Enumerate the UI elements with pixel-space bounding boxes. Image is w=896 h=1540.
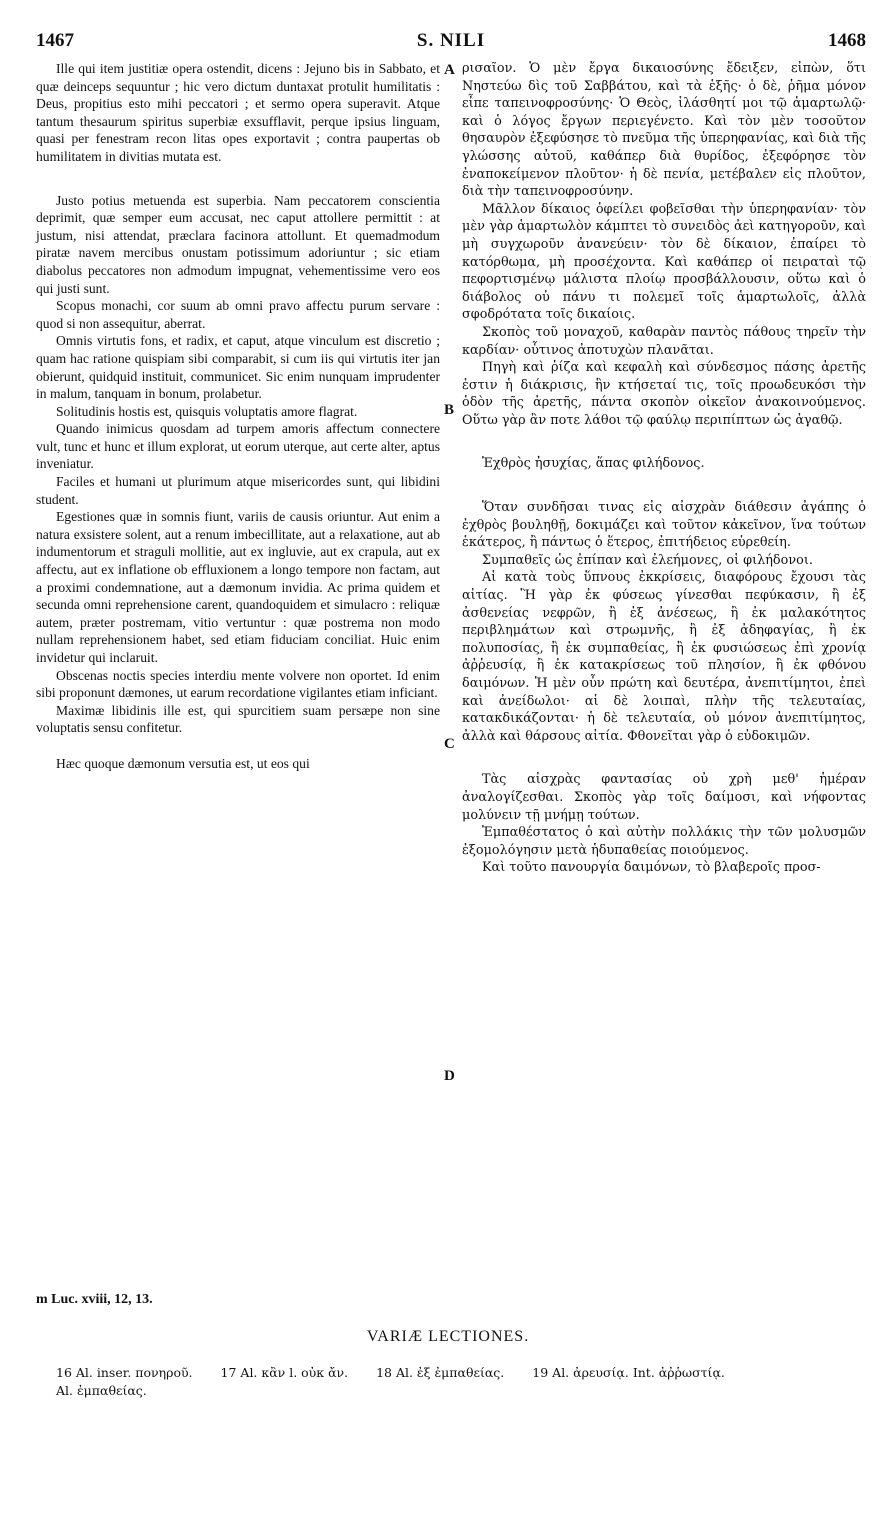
variant-reading: 19 Al. ἀρευσίᾳ. Int. ἀῤῥωστίᾳ. bbox=[532, 1365, 725, 1380]
greek-paragraph: Σκοπὸς τοῦ μοναχοῦ, καθαρὰν παντὸς πάθους τηρεῖν τὴν καρδίαν· οὗτινος ἀποτυχὼν πλανᾶται. bbox=[462, 324, 866, 358]
page-header bbox=[36, 30, 866, 56]
greek-paragraph: Συμπαθεῖς ὡς ἐπίπαν καὶ ἐλεήμονες, οἱ φιλήδονοι. bbox=[482, 552, 813, 568]
margin-letter-a: A bbox=[444, 62, 455, 78]
greek-column bbox=[462, 60, 866, 877]
latin-paragraph: Obscenas noctis species interdiu mente volvere non oportet. Id enim sibi proponunt dæmones, ut earum recordatione vigilantes etiam inficiant. bbox=[36, 667, 440, 701]
latin-column bbox=[36, 60, 440, 773]
greek-paragraph: Ὅταν συνδῆσαι τινας εἰς αἰσχρὰν διάθεσιν ἀγάπης ὁ ἐχθρὸς βουληθῇ, δοκιμάζει καὶ τοῦτον κἀκεῖνον, ἵνα τούτων ἑκάτερος, ἢ πάντως ὁ ἕτερος, ἐπιτήδειος εὑρεθείη. bbox=[462, 500, 866, 551]
greek-paragraph: Τὰς αἰσχρὰς φαντασίας οὐ χρὴ μεθ' ἡμέραν ἀναλογίζεσθαι. Σκοπὸς γὰρ τοῖς δαίμοσι, καὶ νήφοντας μολύνειν τῇ μνήμῃ τούτων. bbox=[462, 772, 866, 823]
margin-letter-b: B bbox=[444, 402, 455, 418]
latin-paragraph: Quando inimicus quosdam ad turpem amoris affectum connectere vult, tunc et hunc et illum explorat, ut eorum uterque, aut certe alter, aptus inveniatur. bbox=[36, 421, 440, 472]
latin-paragraph: Faciles et humani ut plurimum atque misericordes sunt, qui libidini student. bbox=[36, 474, 440, 507]
footnote: m Luc. xviii, 12, 13. bbox=[36, 1292, 153, 1307]
greek-paragraph: Ἐχθρὸς ἡσυχίας, ἅπας φιλήδονος. bbox=[482, 456, 705, 472]
variant-reading: 16 Al. inser. πονηροῦ. bbox=[56, 1365, 193, 1380]
variant-reading: 17 Al. κἂν l. οὐκ ἄν. bbox=[220, 1365, 349, 1380]
right-page-number: 1468 bbox=[828, 30, 866, 51]
latin-paragraph: Scopus monachi, cor suum ab omni pravo affectu purum servare : quod si non assequitur, aberrat. bbox=[36, 298, 440, 331]
greek-paragraph: Ἐμπαθέστατος ὁ καὶ αὐτὴν πολλάκις τὴν τῶν μολυσμῶν ἐξομολόγησιν μετὰ ἡδυπαθείας ποιούμενος. bbox=[462, 825, 866, 858]
latin-paragraph: Hæc quoque dæmonum versutia est, ut eos qui bbox=[56, 755, 310, 771]
left-page-number: 1467 bbox=[36, 30, 74, 51]
latin-paragraph: Solitudinis hostis est, quisquis voluptatis amore flagrat. bbox=[56, 403, 358, 419]
latin-paragraph: Maximæ libidinis ille est, qui spurcitiem suam persæpe non sine voluptatis sensu confitetur. bbox=[36, 702, 440, 736]
greek-paragraph: Πηγὴ καὶ ῥίζα καὶ κεφαλὴ καὶ σύνδεσμος πάσης ἀρετῆς ἐστιν ἡ διάκρισις, ἣν κτήσεταί τις, τοῖς προωδευκόσι τὴν ὁδὸν τῆς ἀρετῆς, πάντα σκοπὸν οἰκεῖον ἀνακοινούμενος. Οὕτω γὰρ ἂν ποτε λάθοι τῷ φαύλῳ περιπίπτων ὡς ἀγαθῷ. bbox=[462, 360, 866, 428]
variae-lectiones-title: VARIÆ LECTIONES. bbox=[366, 1328, 530, 1345]
greek-paragraph: ρισαῖον. Ὁ μὲν ἔργα δικαιοσύνης ἔδειξεν, εἰπὼν, ὅτι Νηστεύω δὶς τοῦ Σαββάτου, καὶ τὰ ἑξῆς· ὁ δὲ, ῥῆμα μόνον εἶπε ταπεινοφροσύνης· Ὁ Θεὸς, ἱλάσθητί μοι τῷ ἁμαρτωλῷ· καὶ ὁ λόγος ἔργων περιεγένετο. Καὶ τὸν μὲν τοσοῦτον θησαυρὸν ἐξεφύσησε τὸ πνεῦμα τῆς ὑπερηφανίας, καὶ διὰ τῆς γλώσσης αὐτοῦ, καθάπερ διὰ θυρίδος, ἐξεφόρησε τὸν ἐναποκείμενον πλοῦτον· ἡ δὲ πενία, μετέβαλεν εἰς πλοῦτον, διὰ τὴν ταπεινοφροσύνην. bbox=[462, 61, 866, 200]
variant-reading: Al. ἐμπαθείας. bbox=[56, 1383, 147, 1398]
latin-paragraph: Justo potius metuenda est superbia. Nam peccatorem conscientia deprimit, quæ semper eum accusat, nec caput attollere permittit : at justum, nisi attendat, præclara facinora attollunt. Et quemadmodum piratæ navem mercibus onustam potissimum adoriuntur ; sic etiam diabolus peccatores non admodum impugnat, vehementissime vero eos qui justi sunt. bbox=[36, 192, 440, 296]
latin-paragraph: Egestiones quæ in somnis fiunt, variis de causis oriuntur. Aut enim a natura exsistere solent, aut a renum imbecillitate, aut a relaxatione, aut ab indumentorum et straguli mollitie, aut ex ingluvie, aut ex crapula, aut ex affectu, aut ex inflatione ob effluxionem a longo tempore non factam, aut a proximi condemnatione, aut a dæmonum invidia. Ac prima quidem et secunda omni reprehensione carent, quandoquidem et simulacro : reliquæ autem, præter postremam, vitio vertuntur : quæ postrema non modo nullam reprehensionem habet, sed etiam fiduciam conciliat. Huic enim invidetur qui inclaruit. bbox=[36, 509, 440, 665]
latin-paragraph: Ille qui item justitiæ opera ostendit, dicens : Jejuno bis in Sabbato, et quæ deinceps sequuntur ; hic vero dictum duntaxat protulit humilitatis : Deus, propitius esto mihi peccatori ; et sermo opera superavit. Atque tantum thesaurum spiritus superbiæ exsufflavit, perque ipsius linguam, quasi per fenestram recon litas opes exportavit ; contra paupertas ob humilitatem in divitias mutata est. bbox=[36, 61, 440, 164]
margin-letter-d: D bbox=[444, 1068, 455, 1084]
greek-paragraph: Αἱ κατὰ τοὺς ὕπνους ἐκκρίσεις, διαφόρους ἔχουσι τὰς αἰτίας. Ἢ γὰρ ἐκ φύσεως γίνεσθαι πεφύκασιν, ἢ ἐξ ἀσθενείας νεφρῶν, ἢ ἐξ ἀνέσεως, ἢ ἐκ μαλακότητος περιβλημάτων καὶ στρωμνῆς, ἢ ἐξ ἀδηφαγίας, ἢ ἐκ πολυποσίας, ἢ ἐκ συμπαθείας, ἢ ἐκ φυσιώσεως ἐπὶ χρονίᾳ ἀῤῥευσίᾳ, ἢ ἐκ κατακρίσεως τοῦ πλησίον, ἢ ἐκ φθόνου δαιμόνων. Ἡ μὲν οὖν πρώτη καὶ δευτέρα, ἀνεπιτίμητοι, ἐπεὶ καὶ ἀνείδωλοι· αἱ δὲ λοιπαὶ, πλὴν τῆς τελευταίας, κατακδικάζονται· ἡ δὲ τελευταία, οὐ μόνον ἀνεπιτίμητος, ἀλλὰ καὶ θάρσους αἰτία. Φθονεῖται γὰρ ὁ εὐδοκιμῶν. bbox=[462, 570, 866, 744]
variant-reading: 18 Al. ἐξ ἐμπαθείας. bbox=[376, 1365, 505, 1380]
margin-letter-c: C bbox=[444, 736, 455, 752]
greek-paragraph: Μᾶλλον δίκαιος ὀφείλει φοβεῖσθαι τὴν ὑπερηφανίαν· τὸν μὲν γὰρ ἁμαρτωλὸν κάμπτει τὸ συνειδὸς ἀεὶ κατηγοροῦν, καὶ μὴ συγχωροῦν ἀνανεύειν· τὸν δὲ δίκαιον, ἐπαίρει τὸ κατόρθωμα, μὴ προσέχοντα. Καὶ καθάπερ οἱ πειραταὶ τῷ πεφορτισμένῳ μάλιστα πλοίῳ προσβάλλουσιν, οὕτω καὶ ὁ διάβολος οὐ πάνυ τι πολεμεῖ τοῖς ἁμαρτωλοῖς, ἀλλὰ σφοδρότατα τοῖς δικαίοις. bbox=[462, 201, 866, 323]
running-title: S. NILI bbox=[416, 30, 486, 51]
latin-paragraph: Omnis virtutis fons, et radix, et caput, atque vinculum est discretio ; quam hac ratione quispiam sibi comparabit, si cum iis qui virtutis iter jan obierunt, quidquid instituit, communicet. Sic enim nunquam imprudenter in malum, tanquam in bonum, prolabetur. bbox=[36, 333, 440, 402]
greek-paragraph: Καὶ τοῦτο πανουργία δαιμόνων, τὸ βλαβεροῖς προσ- bbox=[482, 860, 821, 876]
variae-lectiones-list bbox=[56, 1364, 866, 1400]
